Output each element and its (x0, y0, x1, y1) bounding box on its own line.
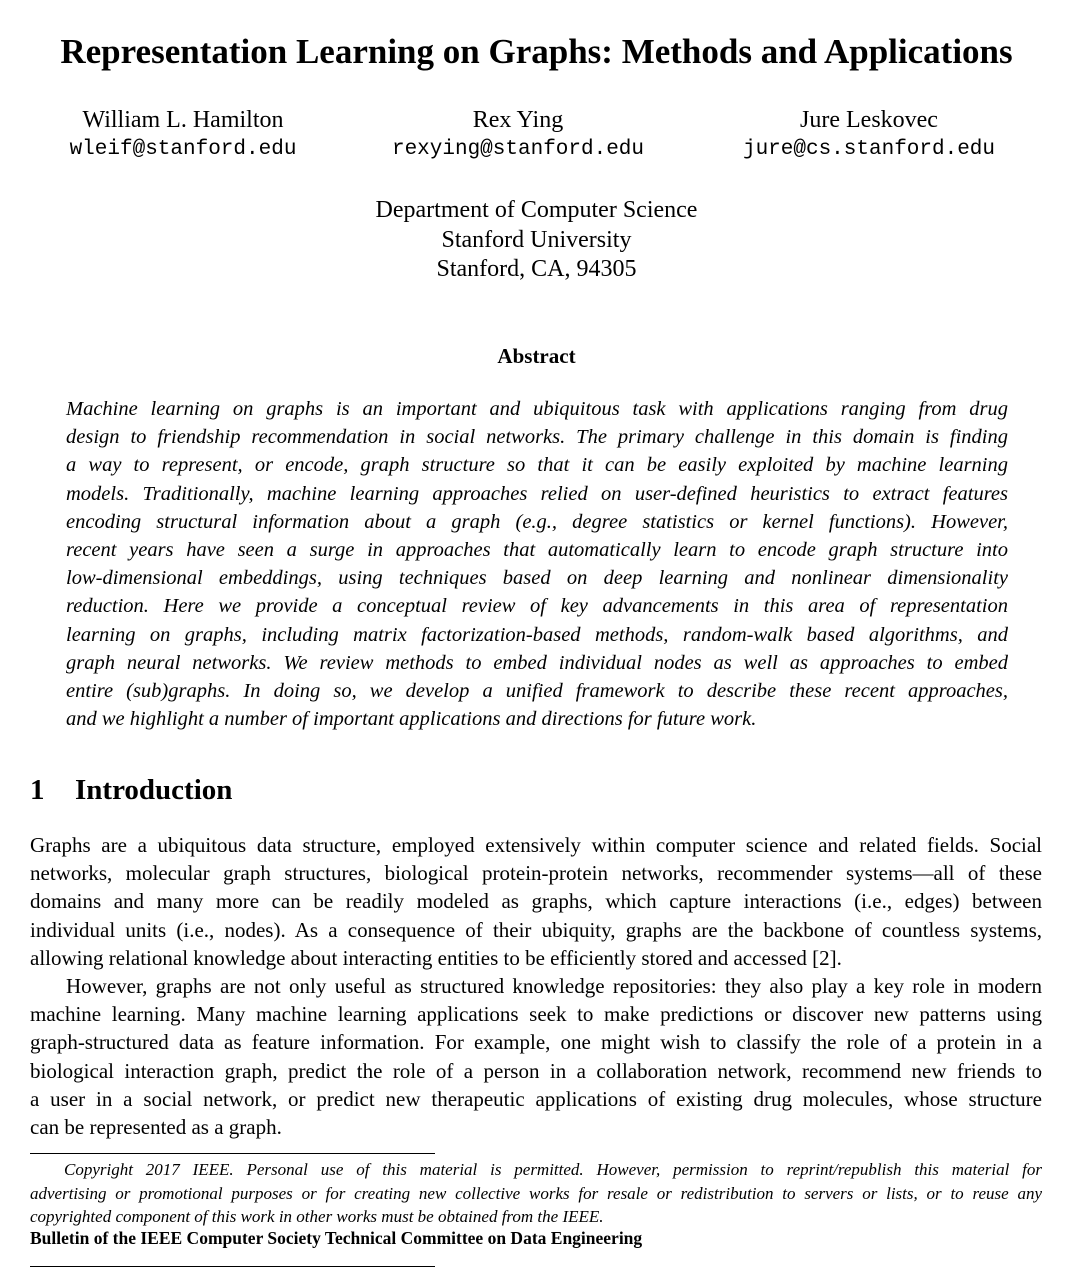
intro-line: networks, molecular graph structures, biological protein-protein networks, recommender systems—all of these (30, 861, 1042, 886)
abstract-line: low-dimensional embeddings, using techniques based on deep learning and nonlinear dimensionality (66, 567, 1008, 590)
abstract-line: models. Traditionally, machine learning approaches relied on user-defined heuristics to extract features (66, 482, 1008, 505)
author-name: Jure Leskovec (800, 107, 938, 133)
intro-line: can be represented as a graph. (30, 1114, 282, 1139)
intro-line: graph-structured data as feature information. For example, one might wish to classify the role of a protein in a (30, 1030, 1042, 1055)
intro-line: a user in a social network, or predict new therapeutic applications of existing drug molecules, whose structure (30, 1086, 1042, 1111)
intro-line: domains and many more can be readily modeled as graphs, which capture interactions (i.e., edges) between (30, 889, 1042, 914)
abstract-line: learning on graphs, including matrix factorization-based methods, random-walk based algorithms, and (66, 623, 1008, 646)
author-email: rexying@stanford.edu (391, 138, 645, 161)
intro-text (30, 831, 1042, 1141)
abstract-heading: Abstract (497, 344, 576, 368)
intro-line: Graphs are a ubiquitous data structure, employed extensively within computer science and related fields. Social (30, 833, 1042, 857)
abstract-body (66, 395, 1008, 733)
section-heading (30, 772, 232, 808)
author-3 (699, 105, 1039, 165)
affiliation-line: Stanford University (441, 226, 632, 253)
intro-line: biological interaction graph, predict the role of a person in a collaboration network, recommend new friends to (30, 1058, 1042, 1083)
intro-line: allowing relational knowledge about interacting entities to be efficiently stored and accessed [2]. (30, 945, 842, 970)
author-1 (13, 105, 353, 165)
section-number: 1 (30, 774, 45, 806)
paper-title: Representation Learning on Graphs: Methods and Applications (60, 32, 1013, 71)
abstract-line: a way to represent, or encode, graph structure so that it can be easily exploited by machine learning (66, 454, 1008, 477)
abstract-line: and we highlight a number of important applications and directions for future work. (66, 708, 757, 731)
footnote-rule (30, 1153, 435, 1154)
abstract-line: encoding structural information about a graph (e.g., degree statistics or kernel functions). However, (66, 510, 1008, 533)
abstract-line: reduction. Here we provide a conceptual review of key advancements in this area of representation (66, 595, 1008, 618)
intro-line: machine learning. Many machine learning applications seek to make predictions or discover new patterns using (30, 1002, 1042, 1027)
bulletin-line: Bulletin of the IEEE Computer Society Technical Committee on Data Engineering (30, 1228, 643, 1248)
abstract-line: graph neural networks. We review methods to embed individual nodes as well as approaches to embed (66, 651, 1008, 674)
footnote-line: copyrighted component of this work in other works must be obtained from the IEEE. (30, 1207, 604, 1226)
footnote-line: advertising or promotional purposes or for creating new collective works for resale or redistribution to servers or lists, or to reuse any (30, 1183, 1042, 1203)
abstract-line: entire (sub)graphs. In doing so, we develop a unified framework to describe these recent approaches, (66, 679, 1008, 702)
author-email: jure@cs.stanford.edu (742, 138, 996, 161)
footnote-line: Copyright 2017 IEEE. Personal use of this material is permitted. However, permission to reprint/republish this material for (64, 1160, 1042, 1179)
abstract-line: recent years have seen a surge in approaches that automatically learn to encode graph structure into (66, 538, 1008, 561)
intro-line: individual units (i.e., nodes). As a consequence of their ubiquity, graphs are the backbone of countless systems, (30, 917, 1042, 942)
author-2 (348, 105, 688, 165)
bottom-rule (30, 1266, 435, 1267)
affiliation-line: Stanford, CA, 94305 (436, 256, 637, 282)
affiliation (0, 196, 1073, 285)
affiliation-line: Department of Computer Science (375, 197, 698, 223)
section-title: Introduction (75, 774, 233, 806)
intro-line: However, graphs are not only useful as structured knowledge repositories: they also play a key role in modern (66, 973, 1042, 998)
copyright-footnote (30, 1158, 1042, 1229)
author-email: wleif@stanford.edu (69, 138, 297, 161)
author-name: Rex Ying (472, 107, 564, 133)
author-name: William L. Hamilton (82, 107, 284, 133)
abstract-line: design to friendship recommendation in social networks. The primary challenge in this domain is finding (66, 426, 1008, 449)
abstract-line: Machine learning on graphs is an important and ubiquitous task with applications ranging from drug (66, 398, 1008, 420)
